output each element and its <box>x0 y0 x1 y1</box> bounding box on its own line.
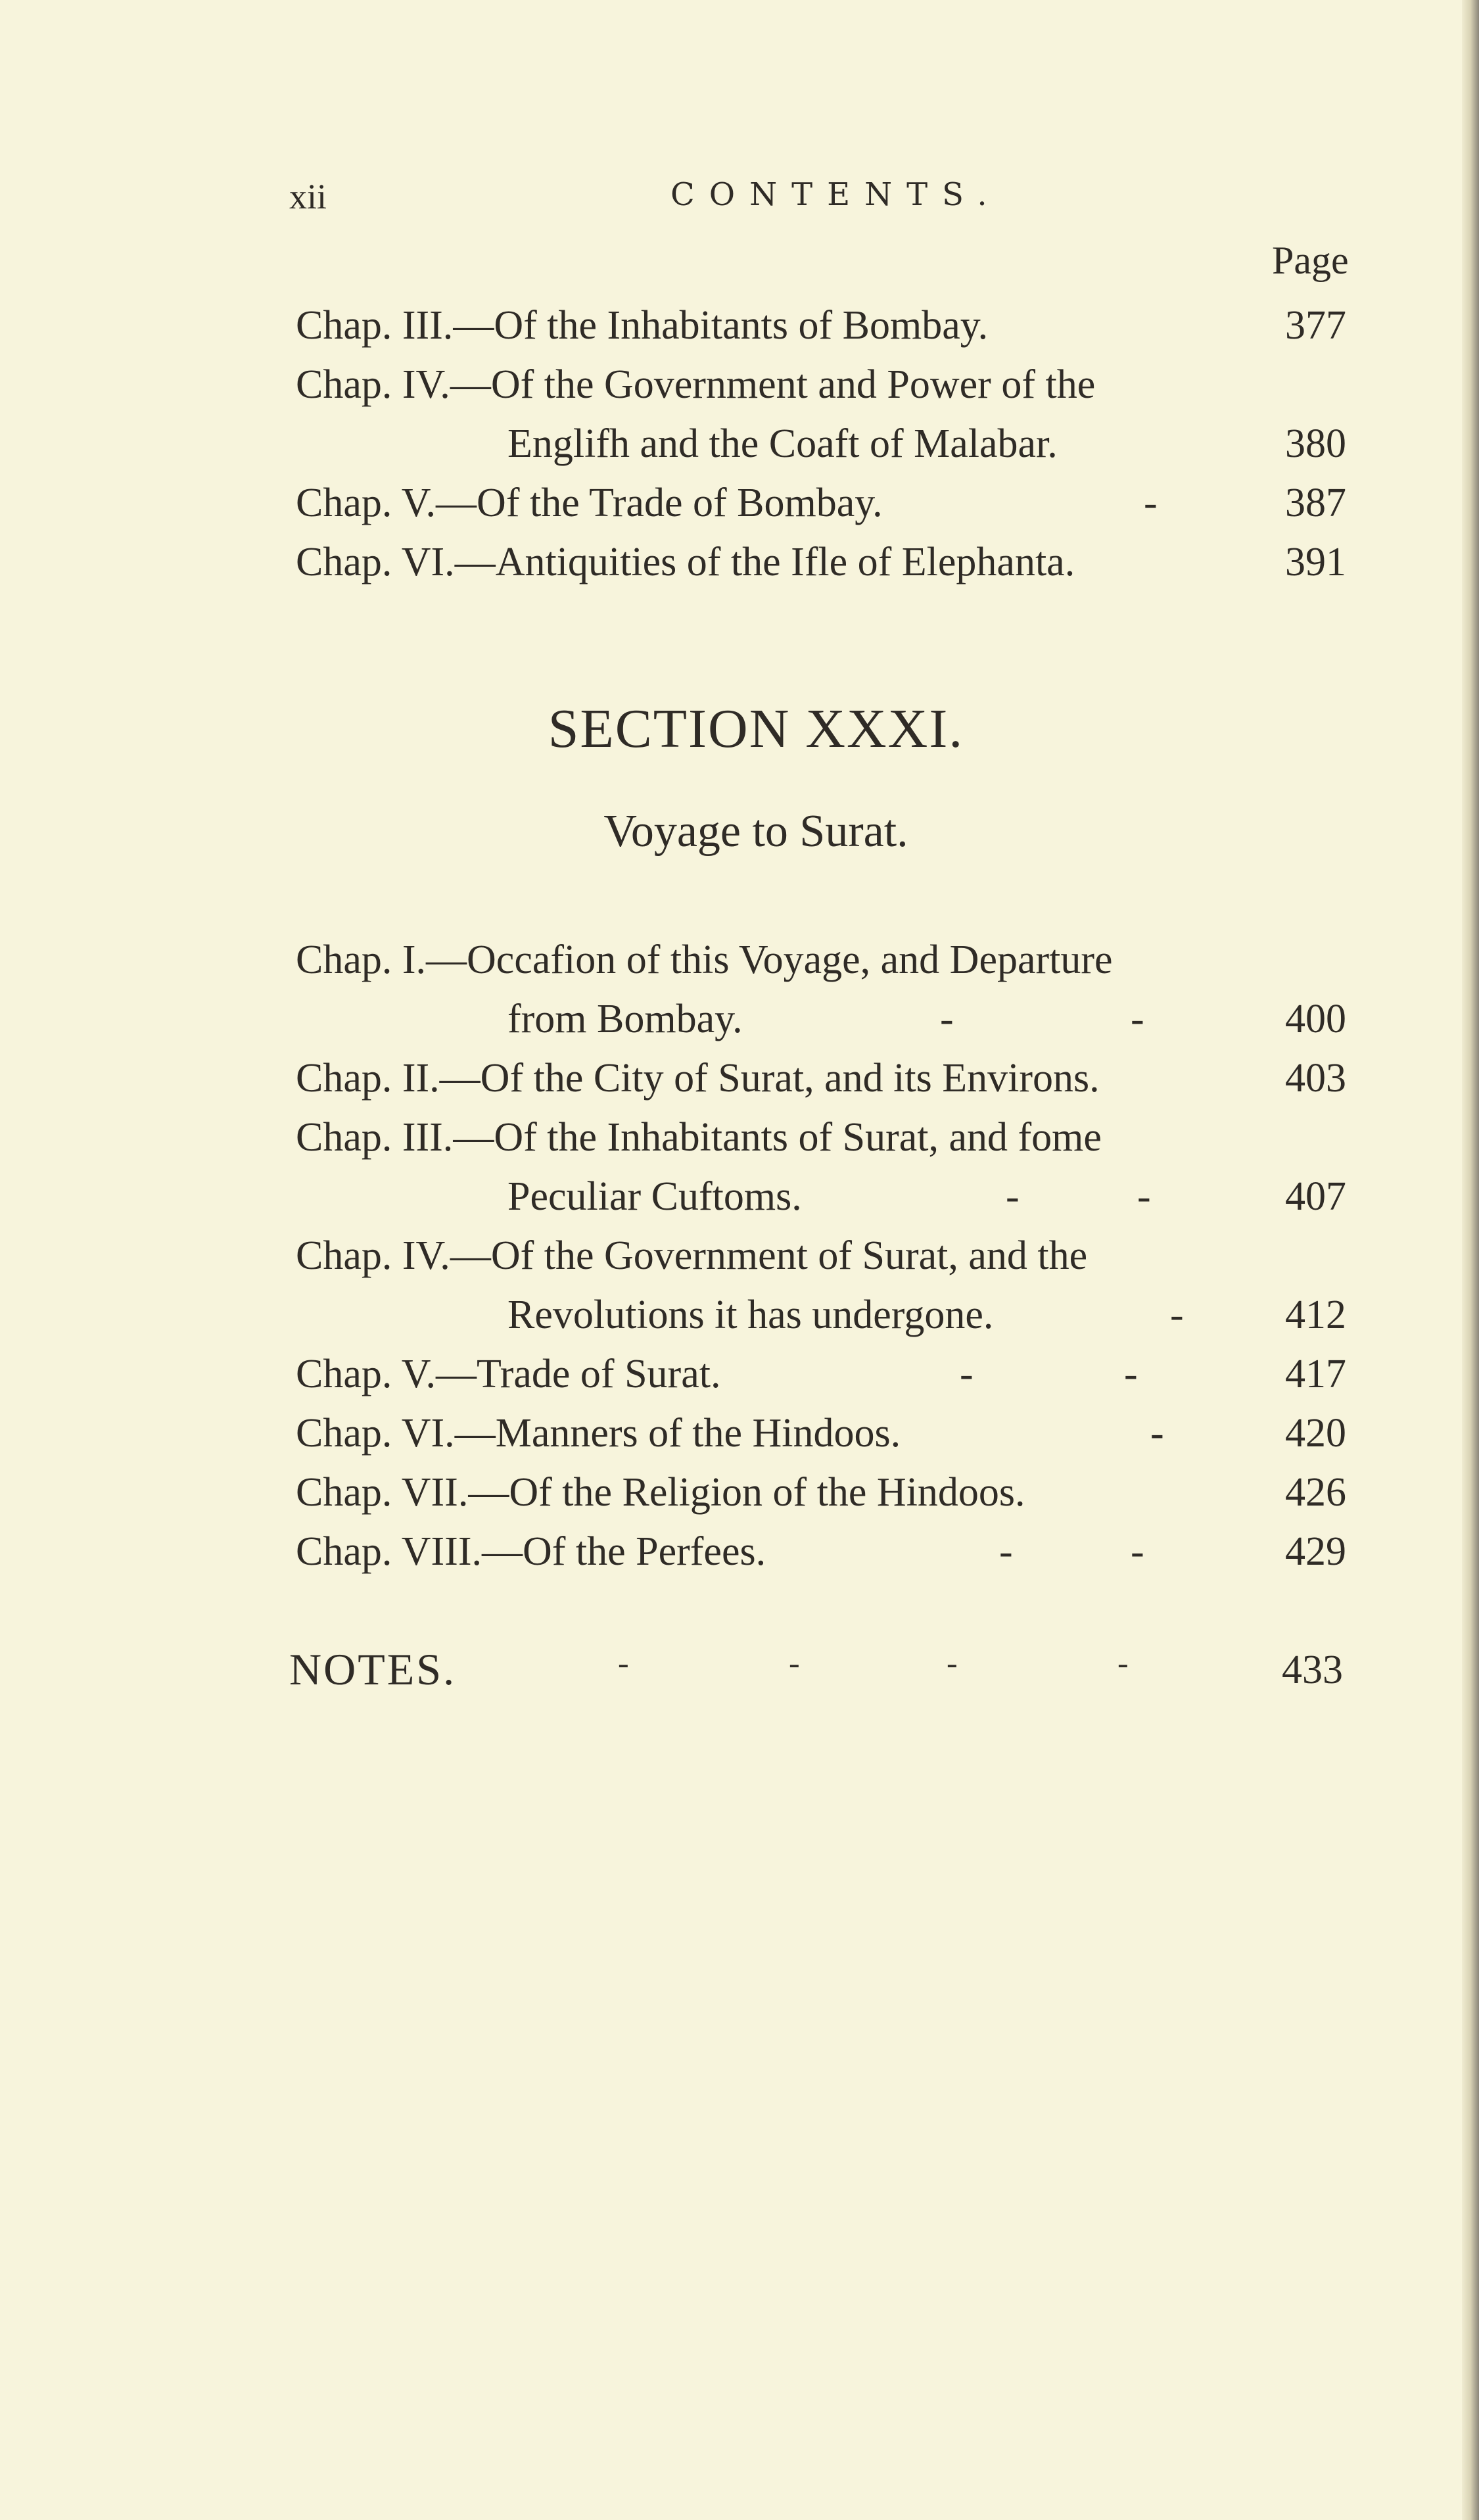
page-number: 400 <box>1285 997 1346 1041</box>
page-number: 403 <box>1285 1056 1346 1101</box>
leader-dash: - <box>947 1644 960 1681</box>
chapter-title-continued: Englifh and the Coaft of Malabar. <box>507 421 1058 466</box>
page-number: 412 <box>1285 1293 1346 1337</box>
chapter-number: Chap. III. <box>296 303 454 348</box>
chapter-number: Chap. IV. <box>296 362 450 407</box>
chapter-number: Chap. I. <box>296 938 427 982</box>
chapter-title: —Of the Inhabitants of Bombay. <box>453 303 989 348</box>
page-number: 391 <box>1285 540 1346 584</box>
page-number: 420 <box>1285 1411 1346 1456</box>
leader-dash: - <box>1137 1174 1151 1219</box>
leader-dash: - <box>1124 1352 1138 1396</box>
chapter-title: —Of the Government and Power of the <box>450 362 1096 407</box>
toc-entry-notes[interactable] <box>289 1644 1354 1709</box>
chapter-title: —Of the Inhabitants of Surat, and fome <box>453 1115 1102 1160</box>
chapter-title: —Of the City of Surat, and its Environs. <box>439 1056 1100 1101</box>
folio: xii <box>289 177 327 216</box>
section-subtitle: Voyage to Surat. <box>603 806 908 857</box>
chapter-title: —Trade of Surat. <box>436 1352 721 1396</box>
chapter-number: Chap. II. <box>296 1056 440 1101</box>
page-edge <box>1462 0 1479 2520</box>
leader-dash: - <box>999 1529 1013 1574</box>
page-number: 433 <box>1282 1648 1343 1692</box>
leader-dash: - <box>1006 1174 1020 1219</box>
chapter-title: —Of the Perfees. <box>481 1529 766 1574</box>
chapter-number: Chap. IV. <box>296 1233 450 1278</box>
leader-dash: - <box>1144 481 1158 525</box>
chapter-title: —Of the Government of Surat, and the <box>450 1233 1088 1278</box>
chapter-number: Chap. VI. <box>296 1411 455 1456</box>
notes-label: NOTES. <box>289 1644 457 1694</box>
leader-dash: - <box>1117 1644 1131 1681</box>
page-number: 426 <box>1285 1470 1346 1515</box>
chapter-number: Chap. VI. <box>296 540 455 584</box>
page-number: 417 <box>1285 1352 1346 1396</box>
leader-dash: - <box>618 1644 631 1681</box>
page-number: 387 <box>1285 481 1346 525</box>
page-number: 380 <box>1285 421 1346 466</box>
page-column-label: Page <box>1272 239 1349 282</box>
chapter-number: Chap. V. <box>296 1352 436 1396</box>
chapter-title: —Occafion of this Voyage, and Departure <box>426 938 1113 982</box>
chapter-number: Chap. VIII. <box>296 1529 482 1574</box>
chapter-number: Chap. III. <box>296 1115 454 1160</box>
leader-dash: - <box>960 1352 974 1396</box>
leader-dash: - <box>1150 1411 1164 1456</box>
chapter-title: —Of the Religion of the Hindoos. <box>468 1470 1025 1515</box>
section-title: SECTION XXXI. <box>548 698 964 759</box>
leader-dash: - <box>789 1644 802 1681</box>
chapter-title-continued: from Bombay. <box>507 997 743 1041</box>
running-title: CONTENTS. <box>670 176 1002 213</box>
leader-dash: - <box>940 997 954 1041</box>
chapter-number: Chap. V. <box>296 481 436 525</box>
page-number: 377 <box>1285 303 1346 348</box>
chapter-number: Chap. VII. <box>296 1470 469 1515</box>
chapter-title-continued: Revolutions it has undergone. <box>507 1293 994 1337</box>
leader-dash: - <box>1131 1529 1144 1574</box>
leader-dash: - <box>1170 1293 1184 1337</box>
chapter-title-continued: Peculiar Cuftoms. <box>507 1174 802 1219</box>
leader-dash: - <box>1131 997 1144 1041</box>
chapter-title: —Antiquities of the Ifle of Elephanta. <box>454 540 1075 584</box>
chapter-title: —Of the Trade of Bombay. <box>436 481 883 525</box>
page-number: 429 <box>1285 1529 1346 1574</box>
chapter-title: —Manners of the Hindoos. <box>454 1411 901 1456</box>
page-number: 407 <box>1285 1174 1346 1219</box>
